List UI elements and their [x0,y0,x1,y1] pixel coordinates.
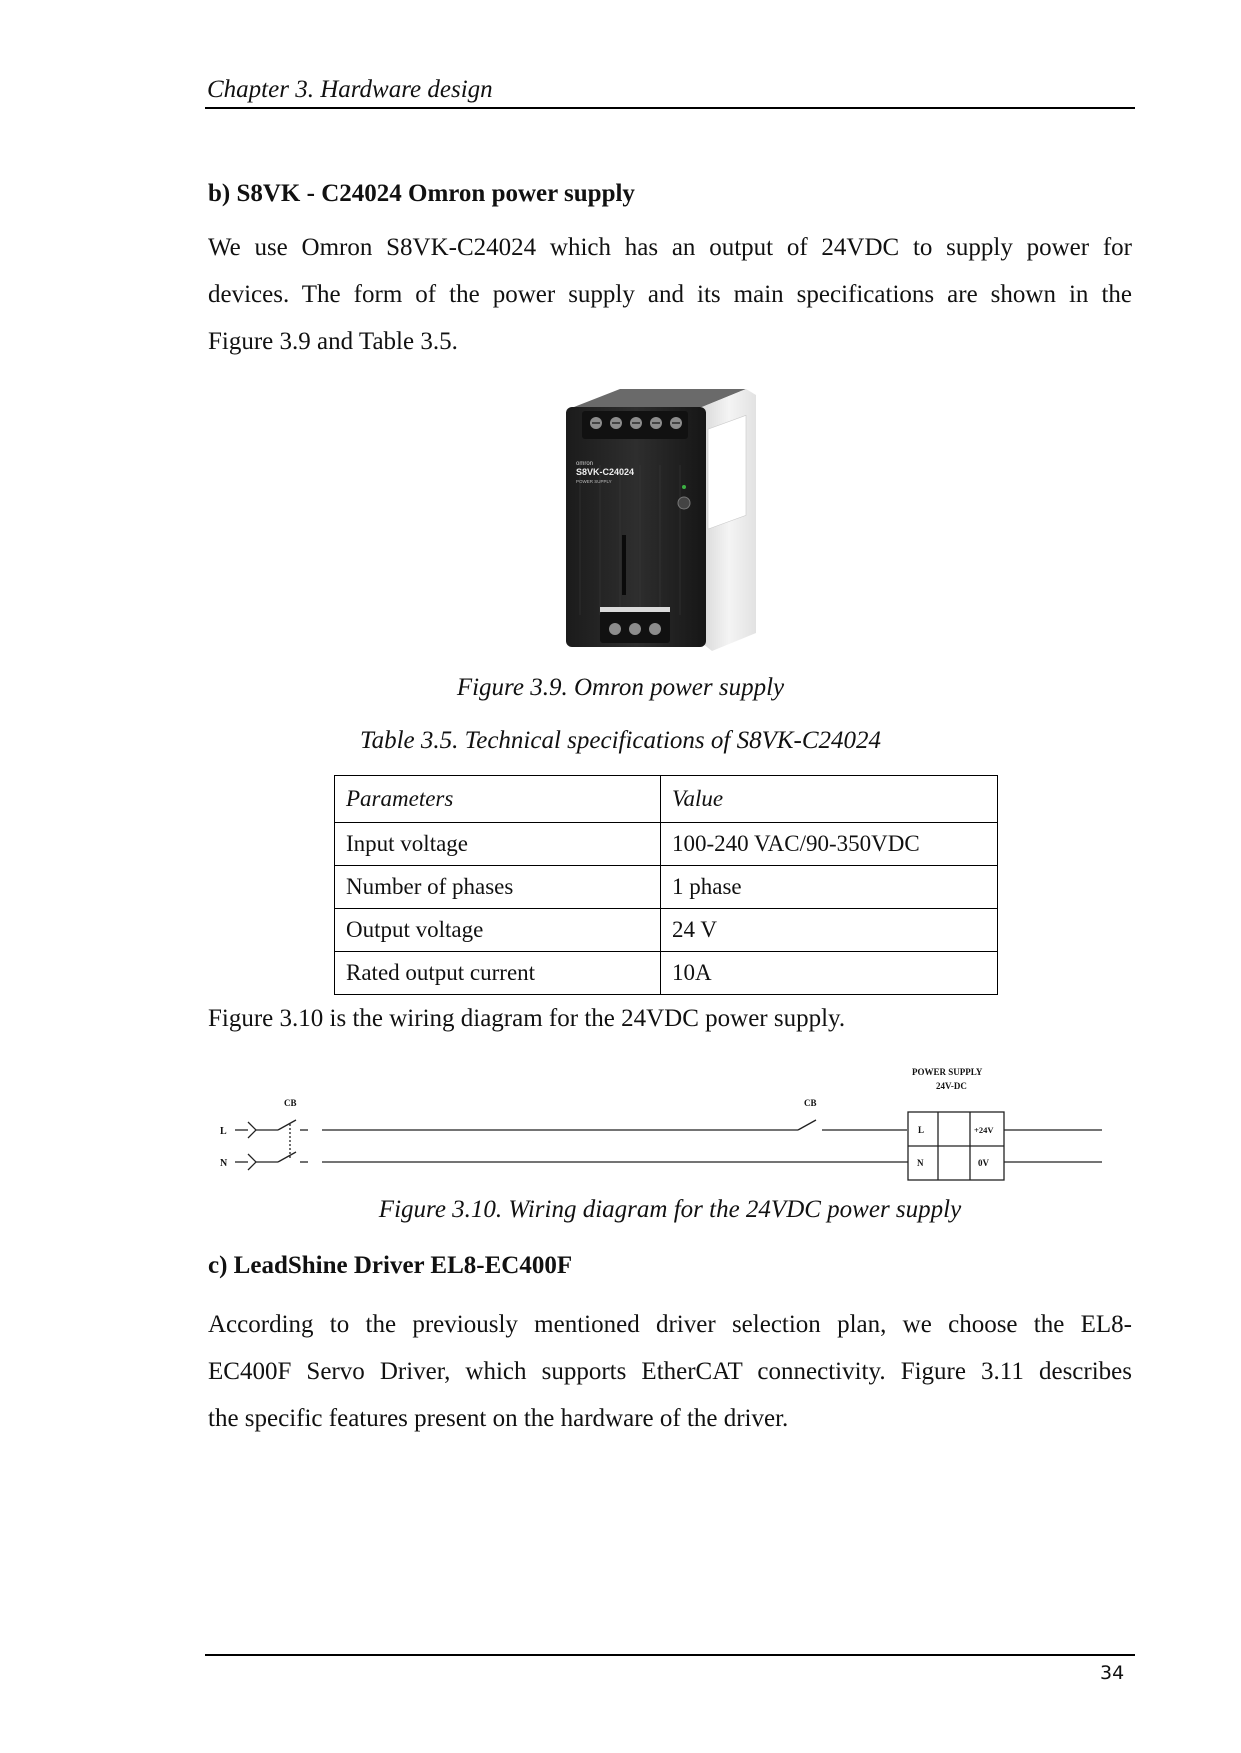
device-brand-label: omron [576,461,594,467]
breaker-left-label: CB [284,1098,297,1108]
wiring-diagram [210,1062,1120,1182]
psu-output-positive-label: +24V [974,1125,994,1135]
section-heading-b: b) S8VK - C24024 Omron power supply [208,180,635,207]
table-cell: Input voltage [335,823,661,866]
table-cell: 1 phase [661,866,998,909]
section-heading-c: c) LeadShine Driver EL8-EC400F [208,1252,573,1279]
section-b-paragraph [208,224,1132,365]
paragraph-line: the specific features present on the hardware of the driver. [208,1405,789,1432]
footer-rule [205,1654,1135,1656]
table-row [335,952,998,995]
paragraph-line: We use Omron S8VK-C24024 which has an output of 24VDC to supply power for [208,234,1132,261]
table-row [335,909,998,952]
table-cell: Number of phases [335,866,661,909]
column-header: Parameters [335,776,661,823]
device-sub-label: POWER SUPPLY [576,479,612,484]
table-header-row [335,776,998,823]
spec-table [334,775,998,995]
paragraph-line: According to the previously mentioned driver selection plan, we choose the EL8- [208,1311,1132,1338]
paragraph-line: EC400F Servo Driver, which supports EtherCAT connectivity. Figure 3.11 describes [208,1358,1132,1385]
psu-input-l-label: L [918,1125,925,1135]
table-cell: Output voltage [335,909,661,952]
psu-title-label: POWER SUPPLY [912,1067,983,1077]
table-cell: 24 V [661,909,998,952]
header-rule [205,107,1135,109]
table-row [335,866,998,909]
adjust-knob-icon [678,497,690,509]
neutral-label: N [220,1158,228,1169]
breaker-right-label: CB [804,1098,817,1108]
running-header: Chapter 3. Hardware design [207,76,493,103]
column-header: Value [661,776,998,823]
psu-input-n-label: N [917,1158,924,1168]
table-cell: Rated output current [335,952,661,995]
power-supply-photo [560,385,760,651]
psu-output-zero-label: 0V [978,1158,989,1168]
table-row [335,823,998,866]
paragraph-line: devices. The form of the power supply and its main specifications are shown in the [208,281,1132,308]
psu-rating-label: 24V-DC [936,1081,967,1091]
paragraph-line: Figure 3.9 and Table 3.5. [208,328,458,355]
status-led-icon [682,485,686,489]
figure-3-10-caption: Figure 3.10. Wiring diagram for the 24VDC power supply [378,1196,962,1223]
wiring-intro-text: Figure 3.10 is the wiring diagram for the 24VDC power supply. [208,1005,846,1032]
line-label: L [220,1126,227,1137]
table-cell: 100-240 VAC/90-350VDC [661,823,998,866]
device-model-label: S8VK-C24024 [576,467,635,477]
section-c-paragraph [208,1301,1132,1442]
page-number: 34 [1100,1662,1125,1684]
table-cell: 10A [661,952,998,995]
table-3-5-caption: Table 3.5. Technical specifications of S8VK-C24024 [359,727,882,754]
figure-3-9-caption: Figure 3.9. Omron power supply [456,674,785,701]
